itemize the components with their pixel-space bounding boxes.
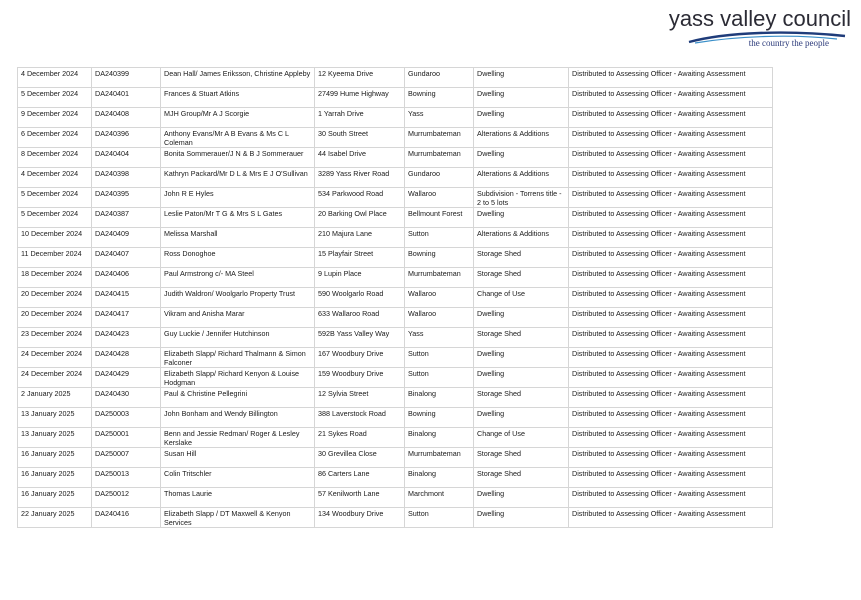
application-number-cell: DA240408	[92, 108, 161, 128]
development-type-cell: Alterations & Additions	[474, 128, 569, 148]
date-lodged-cell: 5 December 2024	[18, 88, 92, 108]
development-type-cell: Dwelling	[474, 488, 569, 508]
table-row	[18, 268, 773, 288]
locality-cell: Wallaroo	[405, 188, 474, 208]
application-number-cell: DA240409	[92, 228, 161, 248]
locality-cell: Binalong	[405, 388, 474, 408]
locality-cell: Bowning	[405, 88, 474, 108]
table-row	[18, 148, 773, 168]
logo-name: yass valley council	[668, 6, 851, 31]
date-lodged-cell: 5 December 2024	[18, 188, 92, 208]
locality-cell: Binalong	[405, 428, 474, 448]
status-cell: Distributed to Assessing Officer - Awaiting Assessment	[569, 448, 773, 468]
applicant-cell: Kathryn Packard/Mr D L & Mrs E J O'Sullivan	[161, 168, 315, 188]
address-cell: 592B Yass Valley Way	[315, 328, 405, 348]
table-row	[18, 328, 773, 348]
development-type-cell: Storage Shed	[474, 468, 569, 488]
applicant-cell: John R E Hyles	[161, 188, 315, 208]
table-row	[18, 428, 773, 448]
applications-table	[17, 67, 772, 528]
development-type-cell: Storage Shed	[474, 328, 569, 348]
address-cell: 20 Barking Owl Place	[315, 208, 405, 228]
application-number-cell: DA240430	[92, 388, 161, 408]
date-lodged-cell: 5 December 2024	[18, 208, 92, 228]
locality-cell: Wallaroo	[405, 288, 474, 308]
date-lodged-cell: 11 December 2024	[18, 248, 92, 268]
development-type-cell: Storage Shed	[474, 388, 569, 408]
status-cell: Distributed to Assessing Officer - Awaiting Assessment	[569, 308, 773, 328]
applicant-cell: Elizabeth Slapp/ Richard Kenyon & Louise Hodgman	[161, 368, 315, 388]
address-cell: 86 Carters Lane	[315, 468, 405, 488]
application-number-cell: DA250007	[92, 448, 161, 468]
date-lodged-cell: 24 December 2024	[18, 348, 92, 368]
status-cell: Distributed to Assessing Officer - Awaiting Assessment	[569, 108, 773, 128]
locality-cell: Murrumbateman	[405, 448, 474, 468]
status-cell: Distributed to Assessing Officer - Awaiting Assessment	[569, 348, 773, 368]
address-cell: 134 Woodbury Drive	[315, 508, 405, 528]
date-lodged-cell: 9 December 2024	[18, 108, 92, 128]
status-cell: Distributed to Assessing Officer - Awaiting Assessment	[569, 248, 773, 268]
table-row	[18, 128, 773, 148]
date-lodged-cell: 16 January 2025	[18, 488, 92, 508]
development-type-cell: Dwelling	[474, 88, 569, 108]
date-lodged-cell: 23 December 2024	[18, 328, 92, 348]
address-cell: 30 Grevillea Close	[315, 448, 405, 468]
application-number-cell: DA240407	[92, 248, 161, 268]
applicant-cell: Colin Tritschler	[161, 468, 315, 488]
address-cell: 210 Majura Lane	[315, 228, 405, 248]
status-cell: Distributed to Assessing Officer - Awaiting Assessment	[569, 468, 773, 488]
date-lodged-cell: 20 December 2024	[18, 288, 92, 308]
status-cell: Distributed to Assessing Officer - Awaiting Assessment	[569, 68, 773, 88]
status-cell: Distributed to Assessing Officer - Awaiting Assessment	[569, 508, 773, 528]
table-row	[18, 288, 773, 308]
applicant-cell: Elizabeth Slapp/ Richard Thalmann & Simon Falconer	[161, 348, 315, 368]
table-row	[18, 168, 773, 188]
development-type-cell: Storage Shed	[474, 448, 569, 468]
status-cell: Distributed to Assessing Officer - Awaiting Assessment	[569, 128, 773, 148]
address-cell: 30 South Street	[315, 128, 405, 148]
locality-cell: Murrumbateman	[405, 268, 474, 288]
locality-cell: Sutton	[405, 368, 474, 388]
development-type-cell: Dwelling	[474, 368, 569, 388]
address-cell: 590 Woolgarlo Road	[315, 288, 405, 308]
date-lodged-cell: 4 December 2024	[18, 168, 92, 188]
locality-cell: Sutton	[405, 228, 474, 248]
locality-cell: Binalong	[405, 468, 474, 488]
address-cell: 12 Kyeema Drive	[315, 68, 405, 88]
locality-cell: Murrumbateman	[405, 128, 474, 148]
status-cell: Distributed to Assessing Officer - Awaiting Assessment	[569, 168, 773, 188]
development-type-cell: Dwelling	[474, 108, 569, 128]
locality-cell: Sutton	[405, 508, 474, 528]
status-cell: Distributed to Assessing Officer - Awaiting Assessment	[569, 408, 773, 428]
locality-cell: Wallaroo	[405, 308, 474, 328]
application-number-cell: DA240396	[92, 128, 161, 148]
application-number-cell: DA240404	[92, 148, 161, 168]
development-type-cell: Storage Shed	[474, 268, 569, 288]
table-row	[18, 348, 773, 368]
table-row	[18, 508, 773, 528]
status-cell: Distributed to Assessing Officer - Awaiting Assessment	[569, 188, 773, 208]
development-type-cell: Dwelling	[474, 208, 569, 228]
table-row	[18, 248, 773, 268]
status-cell: Distributed to Assessing Officer - Awaiting Assessment	[569, 268, 773, 288]
address-cell: 15 Playfair Street	[315, 248, 405, 268]
application-number-cell: DA240417	[92, 308, 161, 328]
application-number-cell: DA240399	[92, 68, 161, 88]
applicant-cell: Ross Donoghoe	[161, 248, 315, 268]
status-cell: Distributed to Assessing Officer - Awaiting Assessment	[569, 88, 773, 108]
development-type-cell: Subdivision - Torrens title - 2 to 5 lots	[474, 188, 569, 208]
locality-cell: Yass	[405, 328, 474, 348]
application-number-cell: DA240406	[92, 268, 161, 288]
date-lodged-cell: 16 January 2025	[18, 468, 92, 488]
application-number-cell: DA240416	[92, 508, 161, 528]
council-logo	[668, 6, 851, 50]
application-number-cell: DA240428	[92, 348, 161, 368]
locality-cell: Bowning	[405, 408, 474, 428]
development-type-cell: Dwelling	[474, 308, 569, 328]
locality-cell: Marchmont	[405, 488, 474, 508]
locality-cell: Sutton	[405, 348, 474, 368]
table-row	[18, 228, 773, 248]
date-lodged-cell: 22 January 2025	[18, 508, 92, 528]
table-row	[18, 408, 773, 428]
address-cell: 12 Sylvia Street	[315, 388, 405, 408]
address-cell: 167 Woodbury Drive	[315, 348, 405, 368]
applicant-cell: Melissa Marshall	[161, 228, 315, 248]
applicant-cell: Leslie Paton/Mr T G & Mrs S L Gates	[161, 208, 315, 228]
locality-cell: Bellmount Forest	[405, 208, 474, 228]
status-cell: Distributed to Assessing Officer - Awaiting Assessment	[569, 368, 773, 388]
applicant-cell: Elizabeth Slapp / DT Maxwell & Kenyon Services	[161, 508, 315, 528]
address-cell: 388 Laverstock Road	[315, 408, 405, 428]
applicant-cell: Judith Waldron/ Woolgarlo Property Trust	[161, 288, 315, 308]
application-number-cell: DA250012	[92, 488, 161, 508]
development-type-cell: Alterations & Additions	[474, 228, 569, 248]
table-row	[18, 468, 773, 488]
date-lodged-cell: 13 January 2025	[18, 408, 92, 428]
application-number-cell: DA240401	[92, 88, 161, 108]
application-number-cell: DA250013	[92, 468, 161, 488]
locality-cell: Murrumbateman	[405, 148, 474, 168]
applicant-cell: Thomas Laurie	[161, 488, 315, 508]
address-cell: 159 Woodbury Drive	[315, 368, 405, 388]
table-row	[18, 188, 773, 208]
date-lodged-cell: 6 December 2024	[18, 128, 92, 148]
applicant-cell: MJH Group/Mr A J Scorgie	[161, 108, 315, 128]
locality-cell: Gundaroo	[405, 68, 474, 88]
development-type-cell: Change of Use	[474, 288, 569, 308]
status-cell: Distributed to Assessing Officer - Awaiting Assessment	[569, 488, 773, 508]
address-cell: 21 Sykes Road	[315, 428, 405, 448]
table-row	[18, 308, 773, 328]
table-row	[18, 368, 773, 388]
address-cell: 534 Parkwood Road	[315, 188, 405, 208]
table-row	[18, 388, 773, 408]
date-lodged-cell: 16 January 2025	[18, 448, 92, 468]
locality-cell: Gundaroo	[405, 168, 474, 188]
status-cell: Distributed to Assessing Officer - Awaiting Assessment	[569, 388, 773, 408]
status-cell: Distributed to Assessing Officer - Awaiting Assessment	[569, 228, 773, 248]
application-number-cell: DA250003	[92, 408, 161, 428]
date-lodged-cell: 8 December 2024	[18, 148, 92, 168]
status-cell: Distributed to Assessing Officer - Awaiting Assessment	[569, 288, 773, 308]
applicant-cell: Anthony Evans/Mr A B Evans & Ms C L Coleman	[161, 128, 315, 148]
development-type-cell: Change of Use	[474, 428, 569, 448]
application-number-cell: DA240429	[92, 368, 161, 388]
table-row	[18, 488, 773, 508]
date-lodged-cell: 24 December 2024	[18, 368, 92, 388]
application-number-cell: DA240415	[92, 288, 161, 308]
address-cell: 1 Yarrah Drive	[315, 108, 405, 128]
date-lodged-cell: 20 December 2024	[18, 308, 92, 328]
development-type-cell: Dwelling	[474, 348, 569, 368]
date-lodged-cell: 13 January 2025	[18, 428, 92, 448]
development-type-cell: Dwelling	[474, 408, 569, 428]
table-row	[18, 448, 773, 468]
applicant-cell: John Bonham and Wendy Billington	[161, 408, 315, 428]
development-type-cell: Storage Shed	[474, 248, 569, 268]
status-cell: Distributed to Assessing Officer - Awaiting Assessment	[569, 148, 773, 168]
applicant-cell: Benn and Jessie Redman/ Roger & Lesley Kerslake	[161, 428, 315, 448]
applicant-cell: Paul & Christine Pellegrini	[161, 388, 315, 408]
development-type-cell: Dwelling	[474, 508, 569, 528]
address-cell: 57 Kenilworth Lane	[315, 488, 405, 508]
application-number-cell: DA240398	[92, 168, 161, 188]
status-cell: Distributed to Assessing Officer - Awaiting Assessment	[569, 328, 773, 348]
table-row	[18, 208, 773, 228]
table-row	[18, 108, 773, 128]
address-cell: 3289 Yass River Road	[315, 168, 405, 188]
locality-cell: Yass	[405, 108, 474, 128]
date-lodged-cell: 4 December 2024	[18, 68, 92, 88]
application-number-cell: DA240423	[92, 328, 161, 348]
status-cell: Distributed to Assessing Officer - Awaiting Assessment	[569, 208, 773, 228]
application-number-cell: DA250001	[92, 428, 161, 448]
development-type-cell: Alterations & Additions	[474, 168, 569, 188]
development-type-cell: Dwelling	[474, 68, 569, 88]
application-number-cell: DA240387	[92, 208, 161, 228]
logo-tagline: the country the people	[748, 38, 829, 48]
application-number-cell: DA240395	[92, 188, 161, 208]
applicant-cell: Frances & Stuart Atkins	[161, 88, 315, 108]
applicant-cell: Bonita Sommerauer/J N & B J Sommerauer	[161, 148, 315, 168]
address-cell: 9 Lupin Place	[315, 268, 405, 288]
locality-cell: Bowning	[405, 248, 474, 268]
applicant-cell: Paul Armstrong c/- MA Steel	[161, 268, 315, 288]
applicant-cell: Dean Hall/ James Eriksson, Christine Appleby	[161, 68, 315, 88]
date-lodged-cell: 2 January 2025	[18, 388, 92, 408]
applicant-cell: Vikram and Anisha Marar	[161, 308, 315, 328]
table-row	[18, 88, 773, 108]
address-cell: 633 Wallaroo Road	[315, 308, 405, 328]
date-lodged-cell: 18 December 2024	[18, 268, 92, 288]
address-cell: 27499 Hume Highway	[315, 88, 405, 108]
status-cell: Distributed to Assessing Officer - Awaiting Assessment	[569, 428, 773, 448]
development-type-cell: Dwelling	[474, 148, 569, 168]
applicant-cell: Susan Hill	[161, 448, 315, 468]
date-lodged-cell: 10 December 2024	[18, 228, 92, 248]
applicant-cell: Guy Luckie / Jennifer Hutchinson	[161, 328, 315, 348]
table-row	[18, 68, 773, 88]
address-cell: 44 Isabel Drive	[315, 148, 405, 168]
